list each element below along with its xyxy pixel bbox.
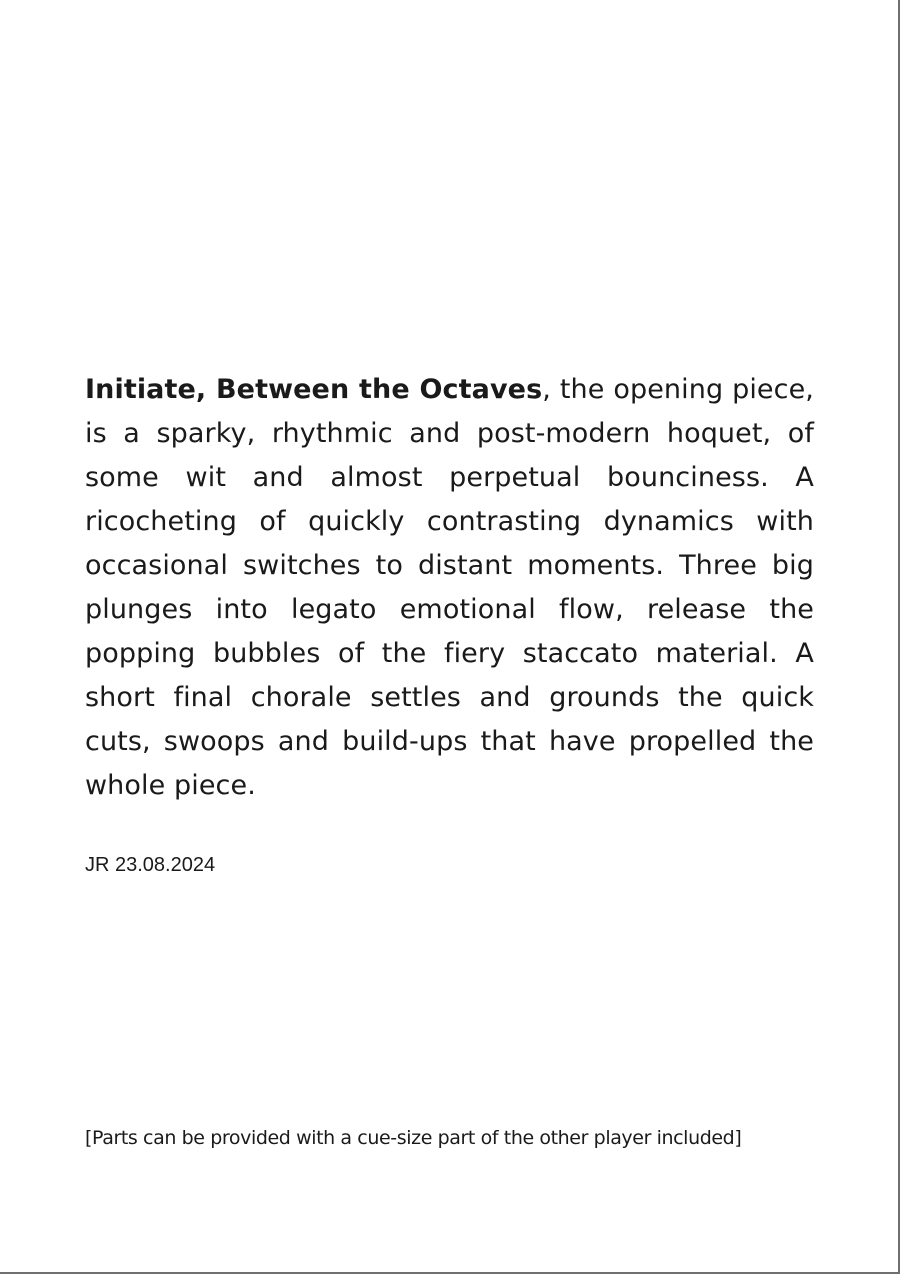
author-signature-date: JR 23.08.2024 <box>85 854 216 876</box>
parts-note: [Parts can be provided with a cue-size part of the other player included] <box>85 1127 742 1149</box>
programme-note-body: , the opening piece, is a sparky, rhythmic and post-modern hoquet, of some wit and almost perpetual bounciness. A ricocheting of quickly contrasting dynamics with occasional switches to distant moments. Three big plunges into legato emotional flow, release the popping bubbles of the fiery staccato material. A short final chorale settles and grounds the quick cuts, swoops and build-ups that have propelled the whole piece. <box>85 374 814 801</box>
piece-title: Initiate, Between the Octaves <box>85 374 543 405</box>
programme-note-paragraph <box>85 368 814 808</box>
